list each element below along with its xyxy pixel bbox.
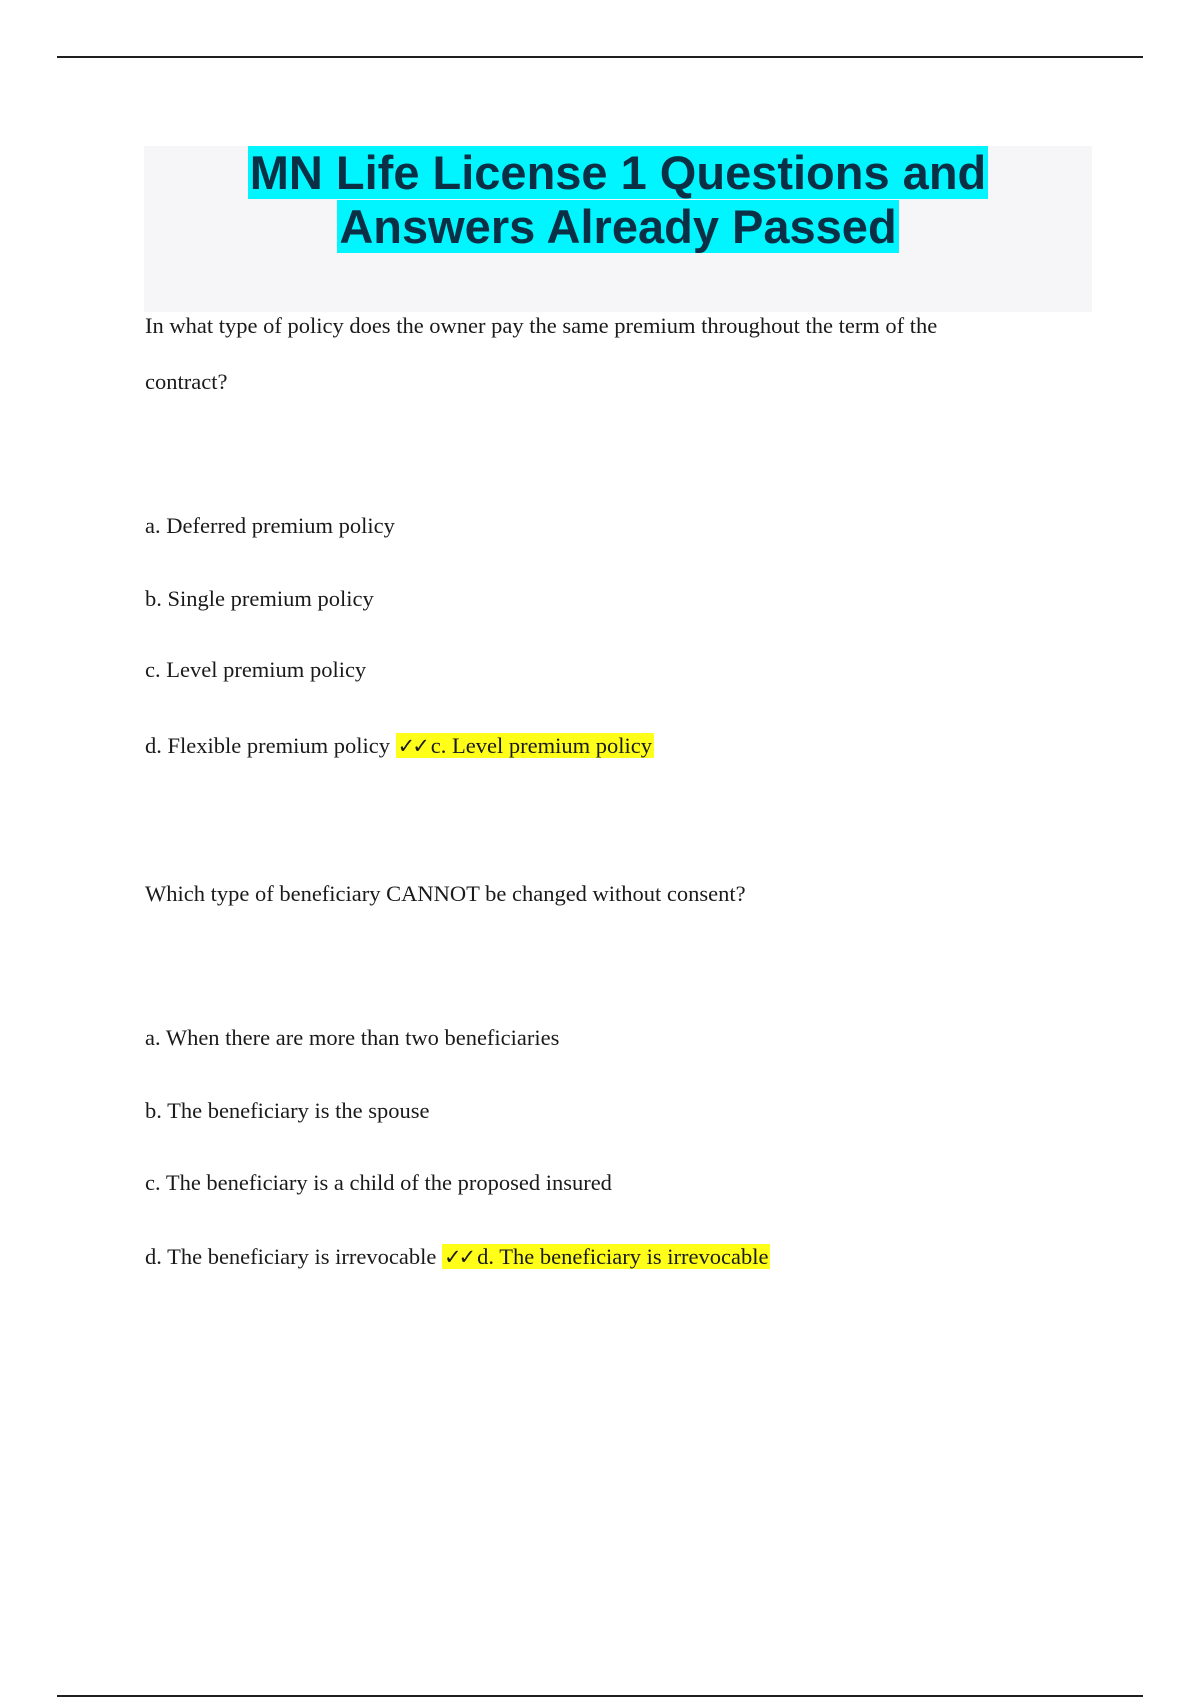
question-1-option-d-line [145, 732, 654, 760]
question-1-option-a: a. Deferred premium policy [145, 513, 395, 538]
question-1-answer: c. Level premium policy [430, 733, 652, 758]
question-1-text-line-1: In what type of policy does the owner pay the same premium throughout the term of the [145, 313, 938, 338]
title-line-2: Answers Already Passed [339, 200, 897, 253]
question-1-option-b: b. Single premium policy [145, 586, 374, 611]
question-2-option-c: c. The beneficiary is a child of the proposed insured [145, 1170, 612, 1195]
question-2-text: Which type of beneficiary CANNOT be changed without consent? [145, 881, 746, 906]
question-2-option-d: d. The beneficiary is irrevocable [145, 1244, 437, 1269]
question-2-answer-highlight [442, 1244, 771, 1269]
question-2-option-b: b. The beneficiary is the spouse [145, 1098, 430, 1123]
question-1-text-line-2: contract? [145, 369, 228, 394]
header-rule [57, 56, 1143, 58]
document-title [144, 146, 1092, 254]
question-2-option-a: a. When there are more than two beneficiaries [145, 1025, 560, 1050]
title-line-1: MN Life License 1 Questions and [249, 146, 987, 199]
question-1-option-d: d. Flexible premium policy [145, 733, 390, 758]
question-2-answer: d. The beneficiary is irrevocable [477, 1244, 769, 1269]
check-mark-icon: ✓✓ [397, 734, 427, 758]
footer-rule [57, 1695, 1143, 1697]
check-mark-icon: ✓✓ [443, 1245, 474, 1269]
question-1-option-c: c. Level premium policy [145, 657, 367, 682]
question-2-option-d-line [145, 1243, 770, 1271]
question-1-answer-highlight [396, 733, 654, 758]
